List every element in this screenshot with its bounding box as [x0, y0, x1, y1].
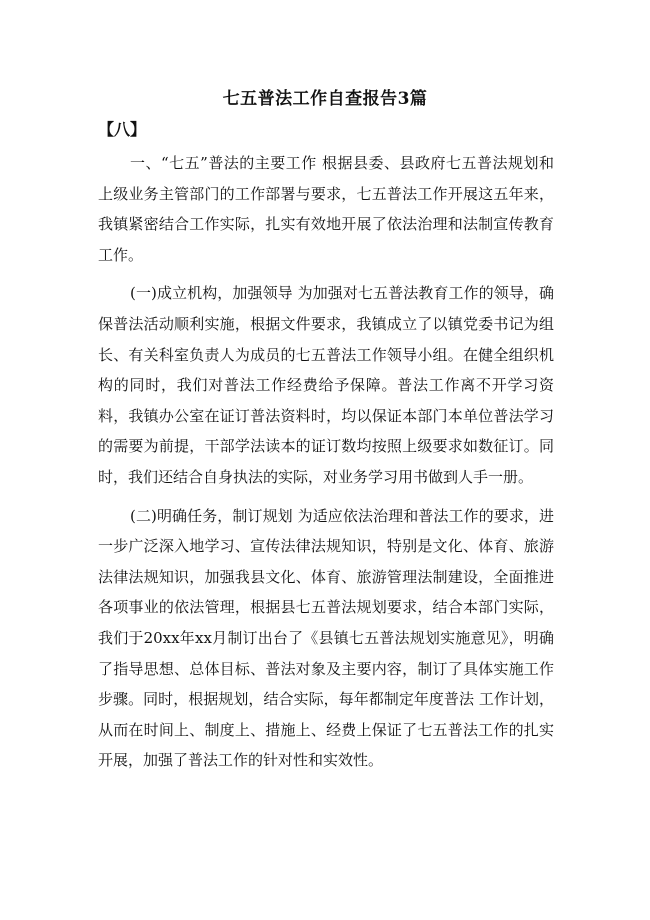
document-title: 七五普法工作自查报告3篇 — [222, 89, 428, 109]
paragraph-planning: (二)明确任务，制订规划 为适应依法治理和普法工作的要求，进一步广泛深入地学习、宣传法律法规知识，特别是文化、体育、旅游法律法规知识，加强我县文化、体育、旅游管理法制建设，全面推进各项事业的依法管理，根据县七五普法规划要求，结合本部门实际，我们于20xx年xx月制订出台了《县镇七五普法规划实施意见》，明确了指导思想、总体目标、普法对象及主要内容，制订了具体实施工作步骤。同时，根据规划，结合实际，每年都制定年度普法 工作计划，从而在时间上、制度上、措施上、经费上保证了七五普法工作的扎实开展，加强了普法工作的针对性和实效性。 — [98, 506, 554, 770]
section-label: 【八】 — [98, 120, 147, 139]
document-body — [98, 148, 554, 776]
paragraph-organization: (一)成立机构，加强领导 为加强对七五普法教育工作的领导，确保普法活动顺利实施，根据文件要求，我镇成立了以镇党委书记为组长、有关科室负责人为成员的七五普法工作领导小组。在健全组织机构的同时，我们对普法工作经费给予保障。普法工作离不开学习资料，我镇办公室在证订普法资料时，均以保证本部门本单位普法学习的需要为前提，干部学法读本的证订数均按照上级要求如数征订。同时，我们还结合自身执法的实际，对业务学习用书做到人手一册。 — [98, 284, 554, 486]
paragraph-overview: 一、“七五”普法的主要工作 根据县委、县政府七五普法规划和上级业务主管部门的工作部署与要求，七五普法工作开展这五年来，我镇紧密结合工作实际，扎实有效地开展了依法治理和法制宣传教育工作。 — [98, 154, 554, 264]
